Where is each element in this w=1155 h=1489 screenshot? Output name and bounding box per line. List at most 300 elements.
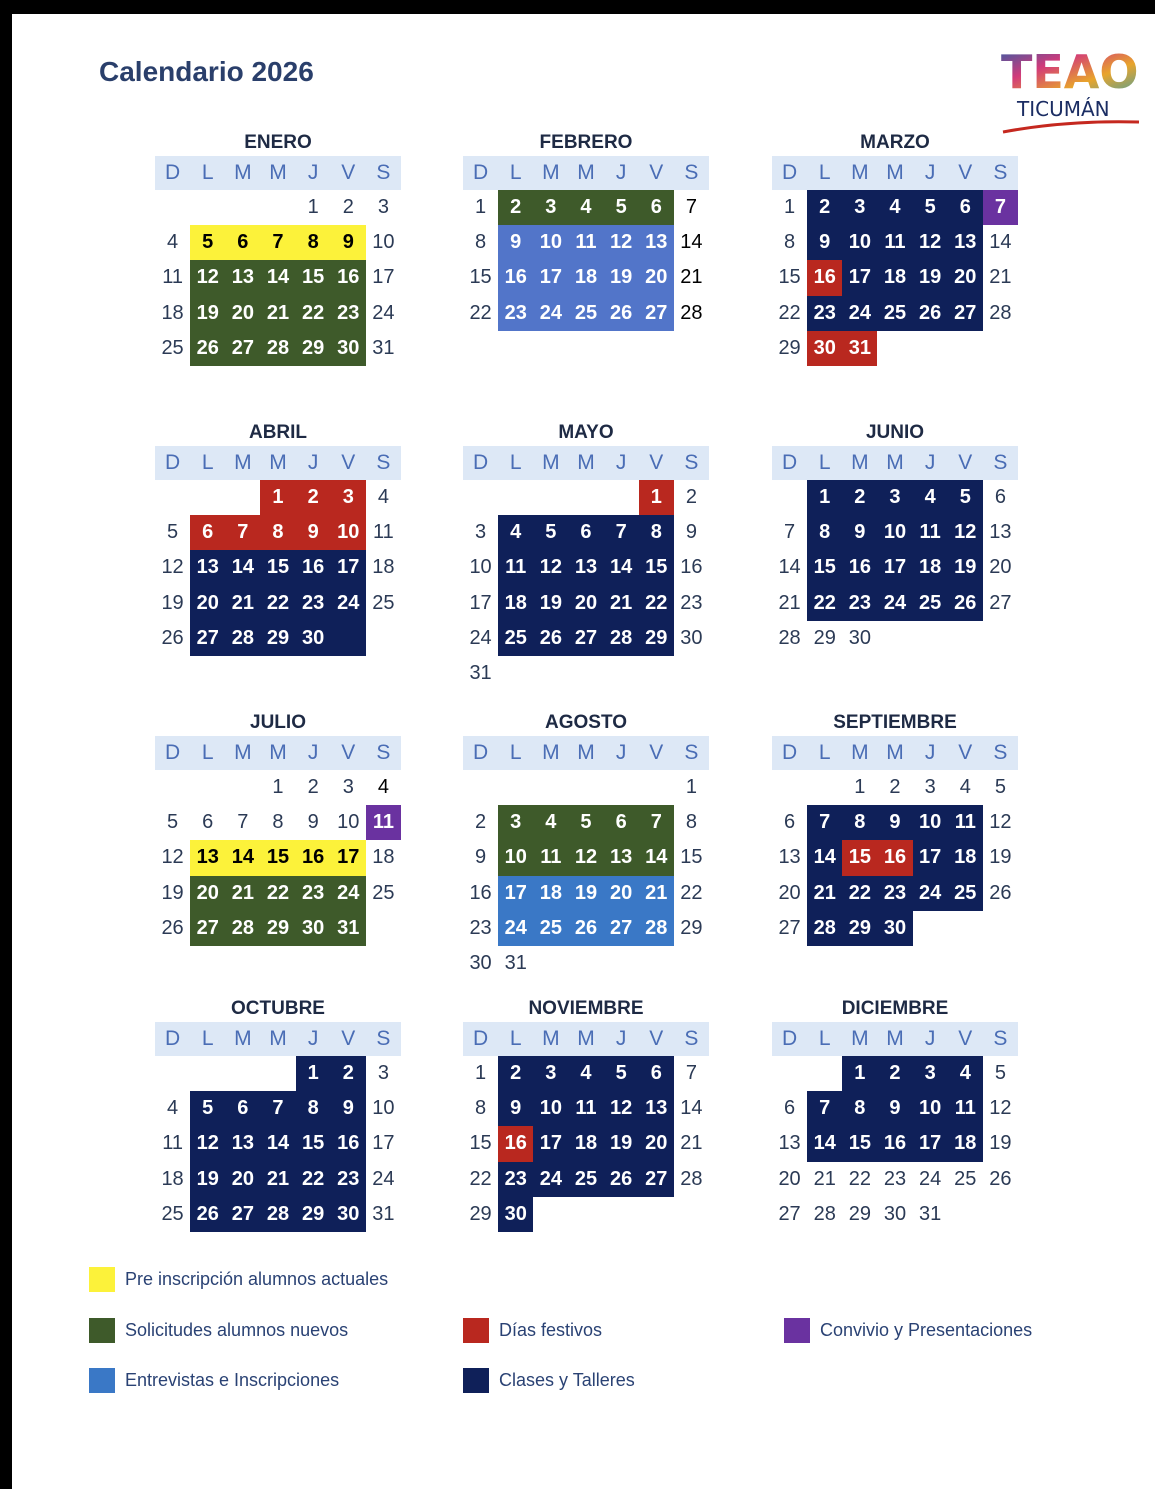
day-cell: 6 <box>948 190 983 225</box>
weekday-header: S <box>376 1027 391 1050</box>
day-cell: 31 <box>372 336 395 359</box>
legend-clases <box>463 1368 635 1393</box>
month-name: JULIO <box>250 712 306 733</box>
weekday-header: V <box>341 451 356 474</box>
day-cell: 9 <box>475 846 487 869</box>
day-cell: 21 <box>225 586 260 621</box>
month-name: OCTUBRE <box>231 998 325 1019</box>
day-cell: 7 <box>237 811 249 834</box>
weekday-header: S <box>684 161 699 184</box>
day-cell: 24 <box>498 911 533 946</box>
day-cell: 9 <box>331 1091 366 1126</box>
day-cell: 31 <box>919 1202 942 1225</box>
day-cell: 1 <box>854 776 866 798</box>
day-cell: 10 <box>469 556 492 579</box>
empty-cell <box>807 770 842 805</box>
day-cell: 19 <box>948 550 983 585</box>
empty-cell <box>260 190 295 225</box>
day-cell: 27 <box>639 296 674 331</box>
day-cell: 30 <box>877 911 912 946</box>
weekday-header-row <box>463 1022 709 1056</box>
day-cell: 22 <box>842 876 877 911</box>
day-grid <box>155 480 401 656</box>
weekday-header: S <box>684 1027 699 1050</box>
weekday-header: M <box>234 1027 252 1050</box>
day-cell: 10 <box>913 1091 948 1126</box>
empty-cell <box>190 480 225 515</box>
day-cell: 15 <box>260 550 295 585</box>
day-grid <box>772 1056 1018 1232</box>
day-cell: 13 <box>568 550 603 585</box>
day-cell: 21 <box>225 876 260 911</box>
day-cell: 1 <box>475 1062 487 1084</box>
empty-cell <box>463 480 498 515</box>
day-cell: 12 <box>989 811 1012 834</box>
day-cell: 28 <box>989 301 1012 324</box>
day-cell: 14 <box>989 231 1012 254</box>
weekday-header: J <box>615 741 627 764</box>
day-cell: 15 <box>296 1126 331 1161</box>
day-cell: 11 <box>366 805 401 840</box>
day-cell: 11 <box>162 1132 183 1155</box>
weekday-header: L <box>818 741 831 764</box>
day-cell: 6 <box>784 811 796 834</box>
day-cell: 6 <box>190 515 225 550</box>
day-cell: 16 <box>877 1126 912 1161</box>
weekday-header: J <box>307 741 319 764</box>
day-cell: 15 <box>807 550 842 585</box>
day-cell: 26 <box>568 911 603 946</box>
day-cell: 29 <box>848 1202 871 1225</box>
day-cell: 10 <box>331 515 366 550</box>
day-cell: 14 <box>260 1126 295 1161</box>
day-cell: 26 <box>989 1167 1012 1190</box>
day-cell: 12 <box>989 1097 1012 1120</box>
empty-cell <box>190 770 225 805</box>
empty-cell <box>498 770 533 805</box>
day-cell: 3 <box>877 480 912 515</box>
day-cell: 24 <box>913 876 948 911</box>
day-cell: 26 <box>190 331 225 366</box>
day-cell: 28 <box>639 911 674 946</box>
day-cell: 9 <box>498 225 533 260</box>
day-cell: 16 <box>842 550 877 585</box>
legend-entrevistas <box>89 1368 339 1393</box>
day-cell: 13 <box>639 225 674 260</box>
empty-cell <box>155 1056 190 1091</box>
day-cell: 19 <box>989 1132 1012 1155</box>
weekday-header: D <box>164 741 181 764</box>
logo-sub-text: TICUMÁN <box>1017 97 1110 121</box>
day-cell: 31 <box>372 1202 395 1225</box>
day-cell: 5 <box>190 1091 225 1126</box>
weekday-header: D <box>472 161 489 184</box>
weekday-header: M <box>269 451 287 474</box>
day-cell: 1 <box>639 480 674 515</box>
weekday-header: M <box>577 161 595 184</box>
day-cell: 8 <box>260 515 295 550</box>
day-cell: 3 <box>377 196 389 218</box>
day-cell: 31 <box>504 951 527 974</box>
day-cell: 10 <box>337 811 360 834</box>
day-cell: 17 <box>533 1126 568 1161</box>
day-cell: 20 <box>639 260 674 295</box>
weekday-header: S <box>993 1027 1008 1050</box>
day-cell: 16 <box>469 881 492 904</box>
day-cell: 20 <box>948 260 983 295</box>
weekday-header: J <box>307 161 319 184</box>
day-cell: 3 <box>842 190 877 225</box>
day-cell: 26 <box>533 621 568 656</box>
day-cell: 21 <box>260 296 295 331</box>
day-cell: 20 <box>190 586 225 621</box>
day-cell: 23 <box>498 296 533 331</box>
day-cell: 5 <box>190 225 225 260</box>
day-cell: 6 <box>225 1091 260 1126</box>
weekday-header: J <box>924 1027 936 1050</box>
day-cell: 7 <box>225 515 260 550</box>
month-name: DICIEMBRE <box>841 998 949 1019</box>
day-cell: 14 <box>225 550 260 585</box>
month-agosto <box>463 710 709 981</box>
day-cell: 5 <box>533 515 568 550</box>
day-cell: 23 <box>807 296 842 331</box>
day-cell: 4 <box>167 1097 179 1120</box>
day-cell: 21 <box>680 266 703 289</box>
day-cell: 6 <box>568 515 603 550</box>
day-grid <box>772 190 1018 366</box>
day-cell: 23 <box>842 586 877 621</box>
day-grid <box>463 1056 709 1232</box>
day-cell: 8 <box>807 515 842 550</box>
day-cell: 9 <box>877 805 912 840</box>
day-cell: 28 <box>680 301 703 324</box>
day-cell: 12 <box>190 1126 225 1161</box>
weekday-header: D <box>781 161 798 184</box>
day-cell: 22 <box>807 586 842 621</box>
weekday-header: V <box>341 1027 356 1050</box>
day-grid <box>463 480 709 691</box>
weekday-header-row <box>463 156 709 190</box>
weekday-header-row <box>155 156 401 190</box>
day-cell: 7 <box>685 1062 697 1084</box>
month-junio <box>772 420 1018 656</box>
day-cell: 3 <box>342 776 354 798</box>
day-cell: 14 <box>639 840 674 875</box>
day-cell: 24 <box>372 301 395 324</box>
day-cell: 22 <box>296 296 331 331</box>
day-cell: 11 <box>373 521 394 544</box>
day-cell: 7 <box>604 515 639 550</box>
weekday-header: M <box>542 1027 560 1050</box>
empty-cell <box>604 770 639 805</box>
day-cell: 19 <box>989 846 1012 869</box>
day-cell: 10 <box>533 1091 568 1126</box>
empty-cell <box>463 770 498 805</box>
weekday-header-row <box>463 446 709 480</box>
weekday-header: M <box>234 451 252 474</box>
day-cell: 30 <box>883 1202 907 1225</box>
weekday-header: M <box>886 741 904 764</box>
day-cell: 9 <box>498 1091 533 1126</box>
day-cell: 2 <box>331 1056 366 1091</box>
day-cell: 15 <box>469 1132 492 1155</box>
day-cell: 20 <box>568 586 603 621</box>
day-cell: 5 <box>604 190 639 225</box>
legend-swatch-navy <box>463 1368 489 1393</box>
day-cell: 14 <box>680 231 703 254</box>
day-cell: 22 <box>469 301 492 324</box>
weekday-header: M <box>542 451 560 474</box>
day-cell: 4 <box>498 515 533 550</box>
day-cell: 18 <box>568 1126 603 1161</box>
day-cell: 25 <box>877 296 912 331</box>
day-cell: 9 <box>296 515 331 550</box>
day-cell: 11 <box>877 225 912 260</box>
empty-cell <box>225 770 260 805</box>
weekday-header-row <box>772 156 1018 190</box>
day-cell: 11 <box>568 1091 603 1126</box>
weekday-header-row <box>155 736 401 770</box>
day-cell: 27 <box>225 1197 260 1232</box>
day-cell: 17 <box>372 266 395 289</box>
day-cell: 14 <box>807 840 842 875</box>
weekday-header-row <box>772 1022 1018 1056</box>
day-cell: 2 <box>807 190 842 225</box>
day-cell: 20 <box>225 296 260 331</box>
weekday-header: J <box>615 161 627 184</box>
day-cell: 4 <box>568 190 603 225</box>
weekday-header: S <box>993 741 1008 764</box>
day-cell: 6 <box>784 1097 796 1120</box>
day-grid <box>463 190 709 331</box>
day-cell: 9 <box>685 521 697 544</box>
day-cell: 10 <box>498 840 533 875</box>
day-cell: 14 <box>225 840 260 875</box>
weekday-header: J <box>307 451 319 474</box>
empty-cell <box>772 770 807 805</box>
day-cell: 4 <box>877 190 912 225</box>
month-name: FEBRERO <box>539 132 633 153</box>
day-cell: 24 <box>372 1167 395 1190</box>
day-cell: 24 <box>331 586 366 621</box>
day-cell: 29 <box>680 916 703 939</box>
empty-cell <box>533 770 568 805</box>
weekday-header-row <box>155 1022 401 1056</box>
day-cell: 29 <box>639 621 674 656</box>
day-cell: 27 <box>989 591 1012 614</box>
day-cell: 20 <box>639 1126 674 1161</box>
day-cell: 24 <box>533 296 568 331</box>
day-cell: 6 <box>604 805 639 840</box>
day-cell: 9 <box>807 225 842 260</box>
day-cell: 15 <box>680 846 703 869</box>
day-cell: 12 <box>568 840 603 875</box>
day-cell: 13 <box>604 840 639 875</box>
day-cell: 8 <box>842 805 877 840</box>
day-cell: 18 <box>948 1126 983 1161</box>
legend-label: Clases y Talleres <box>499 1370 635 1390</box>
day-cell: 4 <box>948 1056 983 1091</box>
day-cell: 2 <box>296 480 331 515</box>
day-cell: 14 <box>778 556 801 579</box>
legend-swatch-yellow <box>89 1267 115 1292</box>
empty-cell <box>190 190 225 225</box>
day-cell: 14 <box>680 1097 703 1120</box>
day-cell: 2 <box>685 486 697 508</box>
day-cell: 28 <box>813 1202 836 1225</box>
day-cell: 12 <box>533 550 568 585</box>
month-name: MAYO <box>558 422 614 443</box>
day-cell: 29 <box>260 911 295 946</box>
day-cell: 5 <box>994 1062 1006 1084</box>
weekday-header: D <box>781 1027 798 1050</box>
weekday-header: S <box>993 451 1008 474</box>
weekday-header: M <box>851 741 869 764</box>
day-cell: 25 <box>948 876 983 911</box>
month-febrero <box>463 130 709 331</box>
empty-cell <box>155 480 190 515</box>
day-cell: 31 <box>331 911 366 946</box>
day-cell: 4 <box>377 486 389 508</box>
day-cell: 23 <box>883 1167 907 1190</box>
weekday-header-row <box>772 736 1018 770</box>
month-enero <box>155 130 401 366</box>
weekday-header: D <box>781 741 798 764</box>
day-cell: 29 <box>842 911 877 946</box>
weekday-header: J <box>615 1027 627 1050</box>
day-cell: 20 <box>778 881 801 904</box>
day-cell: 2 <box>498 1056 533 1091</box>
day-cell: 23 <box>331 296 366 331</box>
month-septiembre <box>772 710 1018 946</box>
day-cell: 15 <box>842 840 877 875</box>
day-cell: 14 <box>807 1126 842 1161</box>
day-cell: 27 <box>604 911 639 946</box>
day-cell: 19 <box>604 1126 639 1161</box>
weekday-header: V <box>341 161 356 184</box>
day-cell: 23 <box>296 876 331 911</box>
day-cell: 7 <box>784 521 796 544</box>
day-cell: 3 <box>533 190 568 225</box>
day-cell: 27 <box>778 1202 801 1225</box>
day-cell: 22 <box>848 1167 871 1190</box>
day-cell: 13 <box>778 1132 801 1155</box>
day-cell: 12 <box>604 225 639 260</box>
day-cell: 7 <box>260 1091 295 1126</box>
day-cell: 8 <box>296 225 331 260</box>
teao-logo <box>997 40 1143 136</box>
day-cell: 27 <box>225 331 260 366</box>
day-grid <box>155 770 401 946</box>
day-cell: 4 <box>568 1056 603 1091</box>
day-cell: 22 <box>260 876 295 911</box>
weekday-header: M <box>577 1027 595 1050</box>
month-name: JUNIO <box>865 422 925 443</box>
day-cell: 2 <box>842 480 877 515</box>
day-cell: 5 <box>167 521 179 544</box>
day-cell: 23 <box>877 876 912 911</box>
weekday-header: V <box>958 741 973 764</box>
day-cell: 31 <box>469 661 492 684</box>
weekday-header: D <box>164 451 181 474</box>
empty-cell <box>225 480 260 515</box>
weekday-header: M <box>886 451 904 474</box>
day-cell: 13 <box>989 521 1012 544</box>
legend-swatch-red <box>463 1318 489 1343</box>
day-cell: 25 <box>533 911 568 946</box>
day-cell: 5 <box>994 776 1006 798</box>
day-cell: 6 <box>639 190 674 225</box>
day-cell: 21 <box>604 586 639 621</box>
day-cell: 28 <box>225 911 260 946</box>
day-cell: 15 <box>260 840 295 875</box>
day-cell: 11 <box>533 840 568 875</box>
day-cell: 17 <box>913 1126 948 1161</box>
day-cell: 8 <box>272 811 284 834</box>
weekday-header: S <box>684 451 699 474</box>
weekday-header: V <box>958 161 973 184</box>
day-cell: 23 <box>469 916 492 939</box>
weekday-header: V <box>649 451 664 474</box>
day-cell: 18 <box>533 876 568 911</box>
day-cell: 16 <box>680 556 703 579</box>
day-cell: 25 <box>161 1202 184 1225</box>
day-grid <box>772 480 1018 656</box>
month-mayo <box>463 420 709 691</box>
weekday-header: L <box>818 451 831 474</box>
day-cell: 4 <box>377 776 389 798</box>
day-cell: 1 <box>784 196 796 218</box>
day-cell: 19 <box>568 876 603 911</box>
empty-cell <box>155 190 190 225</box>
day-cell: 28 <box>778 626 801 649</box>
day-cell: 27 <box>190 621 225 656</box>
day-cell: 27 <box>190 911 225 946</box>
weekday-header: D <box>472 741 489 764</box>
day-cell: 26 <box>604 1162 639 1197</box>
weekday-header: M <box>542 741 560 764</box>
empty-cell <box>807 1056 842 1091</box>
day-cell: 25 <box>913 586 948 621</box>
day-cell: 30 <box>296 621 331 656</box>
day-cell: 13 <box>190 840 225 875</box>
day-cell: 18 <box>498 586 533 621</box>
page-title: Calendario 2026 <box>99 56 314 87</box>
day-cell: 12 <box>913 225 948 260</box>
weekday-header: M <box>269 161 287 184</box>
day-cell: 22 <box>469 1167 492 1190</box>
calendar-page <box>12 14 1155 1489</box>
weekday-header: L <box>201 1027 214 1050</box>
day-cell: 4 <box>167 231 179 254</box>
day-cell: 23 <box>498 1162 533 1197</box>
day-cell: 11 <box>498 550 533 585</box>
empty-cell <box>498 480 533 515</box>
day-cell: 28 <box>225 621 260 656</box>
day-cell: 18 <box>161 1167 184 1190</box>
legend-swatch-green <box>89 1318 115 1343</box>
day-cell: 25 <box>954 1167 977 1190</box>
weekday-header: L <box>509 1027 522 1050</box>
day-cell: 9 <box>331 225 366 260</box>
day-cell: 8 <box>475 231 487 254</box>
day-cell: 1 <box>307 196 319 218</box>
day-cell: 6 <box>994 486 1006 508</box>
day-cell: 12 <box>948 515 983 550</box>
day-cell: 12 <box>161 556 184 579</box>
day-cell: 9 <box>877 1091 912 1126</box>
